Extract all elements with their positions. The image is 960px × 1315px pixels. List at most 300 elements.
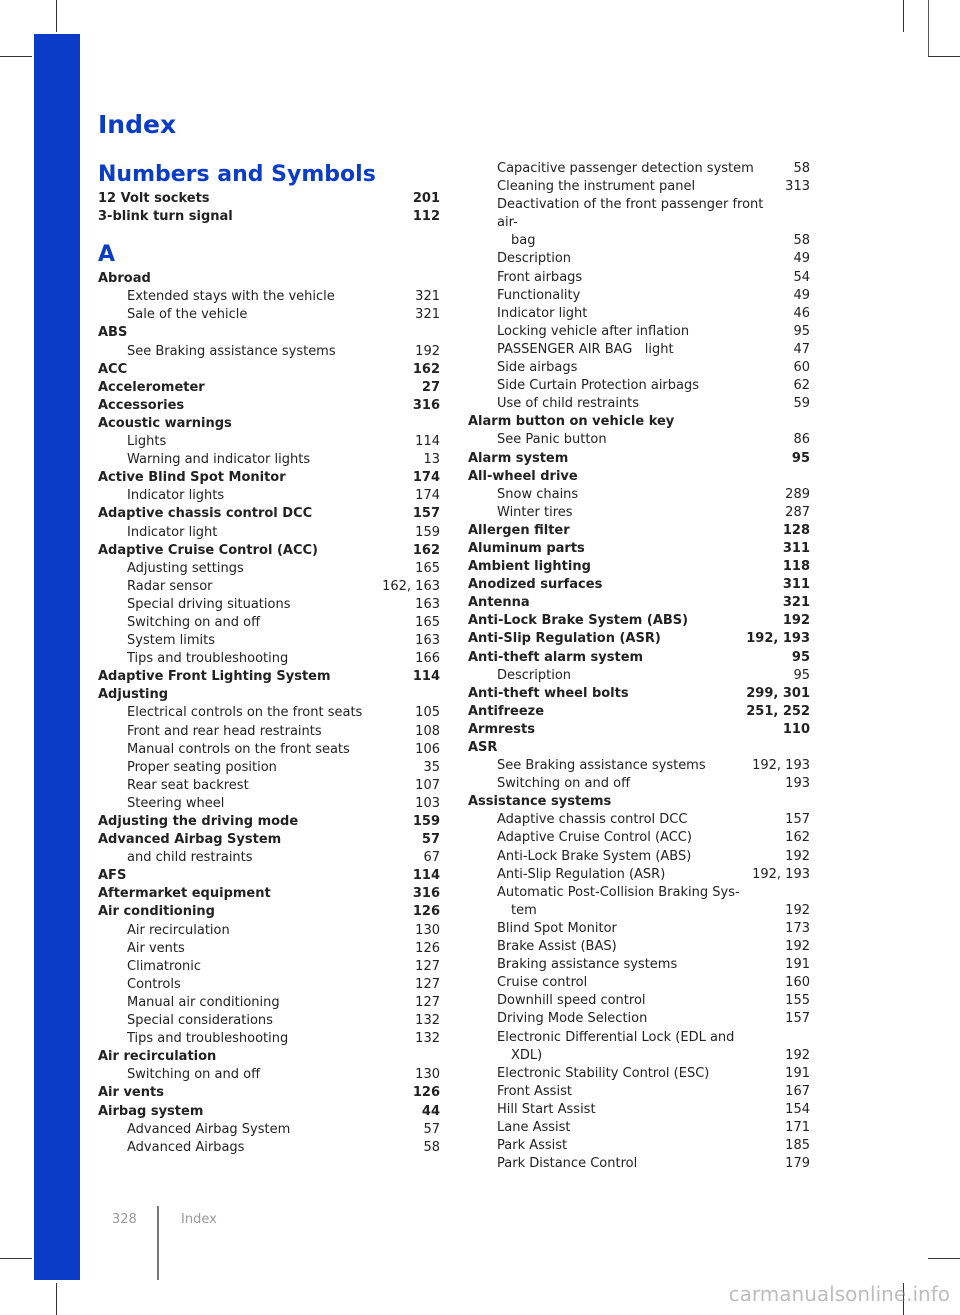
index-subentry [468, 866, 810, 884]
entry-page-number[interactable]: 321 [415, 289, 440, 305]
entry-page-number[interactable]: 132 [415, 1013, 440, 1029]
entry-term-text: Air vents [98, 1085, 164, 1101]
entry-page-number[interactable]: 192, 193 [752, 866, 810, 882]
entry-page-number[interactable]: 118 [782, 559, 810, 575]
entry-page-number[interactable]: 130 [415, 922, 440, 938]
index-entry [98, 379, 440, 397]
entry-term-text: 12 Volt sockets [98, 191, 210, 206]
entry-page-number[interactable]: 13 [423, 452, 440, 468]
entry-term [468, 974, 587, 992]
entry-page-number[interactable]: 46 [793, 305, 810, 321]
entry-page-number[interactable]: 126 [412, 904, 440, 920]
entry-term-text: Manual controls on the front seats [127, 741, 350, 757]
entry-term-text: Air recirculation [127, 922, 230, 938]
entry-term-text: Switching on and off [127, 1067, 261, 1083]
entry-term [98, 1066, 260, 1084]
entry-page-number[interactable]: 192, 193 [752, 758, 810, 774]
entry-term [468, 829, 692, 847]
entry-page-number[interactable]: 167 [785, 1083, 810, 1099]
index-entry [98, 361, 440, 379]
index-subentry [468, 431, 810, 449]
entry-page-number[interactable]: 114 [415, 434, 440, 450]
entry-term [468, 612, 688, 630]
entry-term [98, 288, 335, 306]
entry-term [468, 522, 570, 540]
index-subentry [468, 1083, 810, 1101]
entry-page-number[interactable]: 165 [415, 560, 440, 576]
index-entry [468, 576, 810, 594]
entry-page-number[interactable]: 201 [412, 191, 440, 206]
entry-page-number[interactable]: 57 [421, 832, 440, 848]
entry-term [468, 866, 665, 884]
entry-term [468, 884, 740, 920]
entry-page-number[interactable]: 192 [785, 1047, 810, 1063]
entry-term [468, 1010, 647, 1028]
entry-term [98, 397, 184, 415]
entry-term [468, 450, 568, 468]
entry-term-text: Switching on and off [127, 614, 261, 630]
entry-term-text: Armrests [468, 721, 535, 737]
entry-term [98, 704, 362, 722]
entry-term [98, 1121, 290, 1139]
entry-term [98, 542, 318, 560]
entry-term-text: Steering wheel [127, 795, 225, 811]
index-subentry [468, 504, 810, 522]
entry-term [468, 1065, 709, 1083]
entry-term [98, 885, 271, 903]
index-subentry [98, 614, 440, 632]
entry-term-text: Accessories [98, 397, 185, 413]
entry-term-text: Hill Start Assist [497, 1101, 596, 1117]
entry-term-text: Adaptive chassis control DCC [98, 506, 313, 522]
entry-page-number[interactable]: 287 [785, 504, 810, 520]
section-heading: A [98, 242, 116, 268]
entry-page-number[interactable]: 313 [785, 179, 810, 195]
entry-page-number[interactable]: 155 [785, 993, 810, 1009]
entry-page-number[interactable]: 289 [785, 486, 810, 502]
entry-term-text: Indicator lights [127, 488, 225, 504]
entry-term-text: Allergen filter [468, 522, 570, 538]
crop-mark [928, 0, 929, 56]
entry-page-number[interactable]: 163 [415, 596, 440, 612]
entry-term [98, 343, 336, 361]
index-subentry [468, 341, 810, 359]
entry-term [468, 938, 617, 956]
entry-page-number[interactable]: 191 [785, 1065, 810, 1081]
entry-page-number[interactable]: 62 [793, 378, 810, 394]
entry-page-number[interactable]: 321 [415, 307, 440, 323]
entry-term-text: Anti-Lock Brake System (ABS) [497, 848, 692, 864]
index-subentry [468, 920, 810, 938]
index-subentry [98, 1030, 440, 1048]
index-subentry [468, 992, 810, 1010]
entry-page-number[interactable]: 192 [785, 902, 810, 918]
entry-term-continuation: tem [511, 902, 537, 918]
entry-page-number[interactable]: 130 [415, 1067, 440, 1083]
index-subentry [98, 759, 440, 777]
entry-page-number[interactable]: 126 [412, 1085, 440, 1101]
entry-page-number[interactable]: 67 [423, 850, 440, 866]
index-entry [98, 668, 440, 686]
entry-page-number[interactable]: 58 [793, 161, 810, 176]
index-subentry [468, 287, 810, 305]
entry-term-text: Warning and indicator lights [127, 452, 311, 468]
entry-term-text: Deactivation of the front passenger front air- [497, 197, 768, 231]
entry-page-number[interactable]: 47 [793, 341, 810, 357]
entry-term-text: Alarm system [468, 450, 569, 466]
entry-term [98, 306, 247, 324]
index-column-right [468, 160, 810, 1173]
index-entry [98, 190, 440, 208]
entry-term [468, 395, 639, 413]
index-entry [468, 793, 810, 811]
entry-page-number[interactable]: 163 [415, 633, 440, 649]
entry-term [98, 777, 249, 795]
entry-page-number[interactable]: 159 [412, 814, 440, 829]
entry-term-text: Front and rear head restraints [127, 723, 322, 739]
index-entry [98, 397, 440, 415]
entry-page-number[interactable]: 171 [785, 1119, 810, 1135]
index-subentry [98, 288, 440, 306]
entry-term-text: Advanced Airbags [127, 1139, 245, 1155]
index-subentry [98, 578, 440, 596]
entry-page-number[interactable]: 110 [782, 721, 810, 737]
entry-page-number[interactable]: 159 [415, 524, 440, 540]
entry-term [468, 739, 497, 757]
entry-page-number[interactable]: 114 [412, 669, 440, 685]
entry-page-number[interactable]: 311 [782, 577, 810, 593]
entry-term-text: Description [497, 251, 572, 267]
entry-term [98, 379, 205, 397]
entry-term [98, 361, 127, 379]
entry-term-text: Tips and troubleshooting [127, 1031, 289, 1047]
entry-page-number[interactable]: 321 [782, 595, 810, 611]
entry-term-text: Lane Assist [497, 1119, 571, 1135]
entry-page-number[interactable]: 174 [412, 470, 440, 486]
entry-term-text: Special considerations [127, 1013, 273, 1029]
entry-term-text: Adaptive chassis control DCC [497, 812, 688, 828]
entry-term [468, 377, 699, 395]
entry-term-text: Antenna [468, 595, 530, 611]
entry-term-text: Electrical controls on the front seats [127, 705, 363, 721]
entry-term-text: PASSENGER AIR BAG light [497, 341, 674, 357]
entry-term [468, 703, 544, 721]
entry-term-text: Locking vehicle after inflation [497, 323, 690, 339]
entry-page-number[interactable]: 58 [423, 1139, 440, 1155]
entry-page-number[interactable]: 95 [791, 450, 810, 466]
index-entry [468, 413, 810, 431]
index-subentry [468, 1155, 810, 1173]
entry-term [468, 793, 611, 811]
index-entry [468, 630, 810, 648]
entry-page-number[interactable]: 35 [423, 759, 440, 775]
entry-term-text: Advanced Airbag System [127, 1121, 291, 1137]
entry-page-number[interactable]: 127 [415, 976, 440, 992]
index-subentry [468, 160, 810, 178]
index-entry [98, 1084, 440, 1102]
entry-page-number[interactable]: 112 [412, 209, 440, 225]
entry-term-text: Proper seating position [127, 759, 277, 775]
entry-term-text: ASR [468, 740, 498, 755]
entry-term-text: See Panic button [497, 432, 607, 448]
entry-page-number[interactable]: 86 [793, 432, 810, 448]
entry-page-number[interactable]: 54 [793, 269, 810, 285]
entry-page-number[interactable]: 160 [785, 975, 810, 991]
entry-term [98, 596, 290, 614]
entry-page-number[interactable]: 107 [415, 777, 440, 793]
index-subentry [98, 560, 440, 578]
footer-section-label: Index [181, 1212, 217, 1227]
entry-page-number[interactable]: 114 [412, 868, 440, 884]
entry-term-text: Electronic Stability Control (ESC) [497, 1065, 710, 1081]
entry-term-text: Side Curtain Protection airbags [497, 378, 700, 394]
entry-page-number[interactable]: 192 [782, 613, 810, 629]
index-entry [98, 469, 440, 487]
entry-page-number[interactable]: 179 [785, 1156, 810, 1172]
index-subentry [98, 487, 440, 505]
entry-page-number[interactable]: 193 [785, 776, 810, 792]
entry-term-text: Climatronic [127, 958, 202, 974]
entry-term-text: Side airbags [497, 360, 578, 376]
entry-term-text: Adaptive Cruise Control (ACC) [497, 830, 692, 846]
entry-page-number[interactable]: 299, 301 [746, 685, 810, 701]
entry-term-text: Adjusting [98, 687, 169, 703]
index-subentry [468, 848, 810, 866]
index-entry [98, 1048, 440, 1066]
entry-term [468, 323, 689, 341]
index-subentry [98, 704, 440, 722]
entry-term-text: See Braking assistance systems [497, 758, 706, 774]
entry-term-text: Airbag system [98, 1103, 204, 1119]
index-subentry [98, 849, 440, 867]
footer-divider [157, 1206, 159, 1280]
entry-page-number[interactable]: 60 [793, 360, 810, 376]
index-entry [98, 324, 440, 342]
entry-term [468, 504, 573, 522]
entry-page-number[interactable]: 49 [793, 287, 810, 303]
entry-term-text: Advanced Airbag System [98, 832, 282, 848]
entry-term [468, 250, 571, 268]
index-subentry [98, 741, 440, 759]
footer-page-number: 328 [112, 1212, 137, 1227]
entry-term-text: Aluminum parts [468, 540, 585, 556]
entry-term [98, 958, 201, 976]
crop-mark [903, 0, 904, 32]
index-subentry [98, 524, 440, 542]
entry-term-text: See Braking assistance systems [127, 343, 336, 359]
entry-term-text: Anti-Slip Regulation (ASR) [497, 866, 666, 882]
index-entry [98, 686, 440, 704]
entry-term [468, 558, 591, 576]
entry-term-text: Cleaning the instrument panel [497, 179, 696, 195]
entry-term-text: Brake Assist (BAS) [497, 939, 617, 955]
index-subentry [468, 757, 810, 775]
index-subentry [98, 976, 440, 994]
index-subentry [98, 650, 440, 668]
index-entry [98, 867, 440, 885]
entry-term [468, 341, 674, 359]
crop-mark [928, 56, 960, 57]
entry-page-number[interactable]: 126 [415, 940, 440, 956]
entry-term-text: Indicator light [497, 305, 588, 321]
watermark: carmanualsonline.info [728, 1282, 950, 1306]
crop-mark [0, 56, 32, 57]
entry-page-number[interactable]: 162, 163 [382, 578, 440, 594]
entry-page-number[interactable]: 95 [793, 667, 810, 683]
entry-term [98, 723, 322, 741]
entry-page-number[interactable]: 162 [412, 361, 440, 377]
entry-page-number[interactable]: 192 [785, 939, 810, 955]
entry-term-text: Tips and troubleshooting [127, 651, 289, 667]
entry-term-text: Driving Mode Selection [497, 1011, 648, 1027]
entry-page-number[interactable]: 157 [785, 812, 810, 828]
entry-page-number[interactable]: 316 [412, 397, 440, 413]
entry-page-number[interactable]: 95 [793, 323, 810, 339]
entry-page-number[interactable]: 157 [412, 506, 440, 522]
entry-page-number[interactable]: 165 [415, 614, 440, 630]
index-entry [468, 450, 810, 468]
page-title: Index [98, 110, 177, 139]
entry-page-number[interactable]: 251, 252 [746, 703, 810, 719]
index-subentry [98, 958, 440, 976]
entry-page-number[interactable]: 128 [782, 522, 810, 538]
entry-term-text: Description [497, 667, 572, 683]
entry-page-number[interactable]: 44 [421, 1103, 440, 1119]
entry-page-number[interactable]: 127 [415, 994, 440, 1010]
entry-page-number[interactable]: 192 [415, 343, 440, 359]
index-entry [468, 540, 810, 558]
entry-page-number[interactable]: 105 [415, 705, 440, 721]
entry-page-number[interactable]: 27 [421, 379, 440, 395]
entry-page-number[interactable]: 106 [415, 741, 440, 757]
entry-page-number[interactable]: 154 [785, 1101, 810, 1117]
index-subentry [468, 1101, 810, 1119]
entry-term-text: All-wheel drive [468, 468, 578, 484]
entry-term-text: ABS [98, 325, 128, 341]
entry-page-number[interactable]: 127 [415, 958, 440, 974]
entry-page-number[interactable]: 173 [785, 920, 810, 936]
entry-term-text: Air recirculation [98, 1049, 217, 1065]
entry-page-number[interactable]: 132 [415, 1031, 440, 1047]
entry-term [468, 486, 578, 504]
entry-page-number[interactable]: 192, 193 [746, 631, 810, 647]
crop-mark [928, 1258, 960, 1259]
entry-term-text: Alarm button on vehicle key [468, 414, 675, 430]
entry-term [98, 451, 310, 469]
entry-term-text: Extended stays with the vehicle [127, 289, 335, 305]
entry-page-number[interactable]: 311 [782, 540, 810, 556]
entry-term [98, 578, 213, 596]
entry-page-number[interactable]: 58 [793, 233, 810, 249]
entry-page-number[interactable]: 57 [423, 1121, 440, 1137]
section-heading: Numbers and Symbols [98, 162, 376, 187]
index-subentry [98, 451, 440, 469]
entry-page-number[interactable]: 49 [793, 251, 810, 267]
index-entry [468, 703, 810, 721]
entry-term [98, 524, 217, 542]
entry-term-text: Ambient lighting [468, 559, 591, 575]
entry-term-text: Anti-theft wheel bolts [468, 685, 629, 701]
entry-term [98, 1030, 288, 1048]
crop-mark [56, 0, 57, 32]
index-entry [98, 831, 440, 849]
index-subentry [468, 938, 810, 956]
entry-term [98, 976, 181, 994]
entry-term [98, 741, 350, 759]
entry-term [98, 190, 210, 208]
index-subentry [98, 795, 440, 813]
entry-page-number[interactable]: 192 [785, 848, 810, 864]
index-entry [468, 594, 810, 612]
entry-term [468, 992, 646, 1010]
entry-term-continuation: bag [511, 233, 536, 249]
entry-term [468, 1101, 596, 1119]
entry-page-number[interactable]: 108 [415, 723, 440, 739]
entry-term-text: 3-blink turn signal [98, 209, 233, 225]
entry-term [468, 540, 585, 558]
entry-term-text: Automatic Post-Collision Braking Sys- [497, 884, 740, 900]
entry-term-text: Anti-Slip Regulation (ASR) [468, 631, 661, 647]
entry-term [98, 632, 215, 650]
entry-page-number[interactable]: 174 [415, 488, 440, 504]
entry-term [98, 208, 233, 226]
entry-term-text: and child restraints [127, 850, 253, 866]
entry-term [468, 667, 571, 685]
entry-term-text: Winter tires [497, 504, 573, 520]
index-subentry [468, 359, 810, 377]
entry-page-number[interactable]: 185 [785, 1138, 810, 1154]
entry-page-number[interactable]: 316 [412, 886, 440, 902]
entry-term [98, 759, 277, 777]
index-column-left [98, 160, 440, 1157]
index-entry [98, 270, 440, 288]
entry-page-number[interactable]: 59 [793, 396, 810, 412]
entry-term-text: Adaptive Front Lighting System [98, 669, 331, 685]
entry-term [98, 813, 298, 831]
index-entry [98, 813, 440, 831]
index-subentry [468, 884, 810, 920]
entry-term-text: Air vents [127, 940, 185, 956]
entry-page-number[interactable]: 162 [412, 542, 440, 558]
entry-term [98, 849, 253, 867]
side-color-bar [34, 34, 80, 1280]
index-subentry [468, 974, 810, 992]
entry-term [468, 956, 677, 974]
entry-page-number[interactable]: 166 [415, 651, 440, 667]
entry-term-text: Abroad [98, 271, 151, 287]
index-subentry [98, 940, 440, 958]
entry-page-number[interactable]: 191 [785, 957, 810, 973]
entry-term [468, 757, 706, 775]
entry-term-text: Acoustic warnings [98, 415, 232, 431]
entry-page-number[interactable]: 103 [415, 795, 440, 811]
entry-term [98, 922, 230, 940]
entry-page-number[interactable]: 157 [785, 1011, 810, 1027]
entry-term-text: Sale of the vehicle [127, 307, 248, 323]
entry-term [98, 487, 224, 505]
index-subentry [468, 1065, 810, 1083]
entry-term [98, 1084, 164, 1102]
index-subentry [98, 1012, 440, 1030]
entry-term [468, 1083, 572, 1101]
entry-term [98, 433, 166, 451]
entry-term [468, 160, 754, 178]
entry-page-number[interactable]: 95 [791, 649, 810, 665]
index-subentry [468, 323, 810, 341]
entry-term-text: Capacitive passenger detection system [497, 161, 754, 176]
entry-page-number[interactable]: 162 [785, 830, 810, 846]
entry-term-text: Indicator light [127, 524, 218, 540]
